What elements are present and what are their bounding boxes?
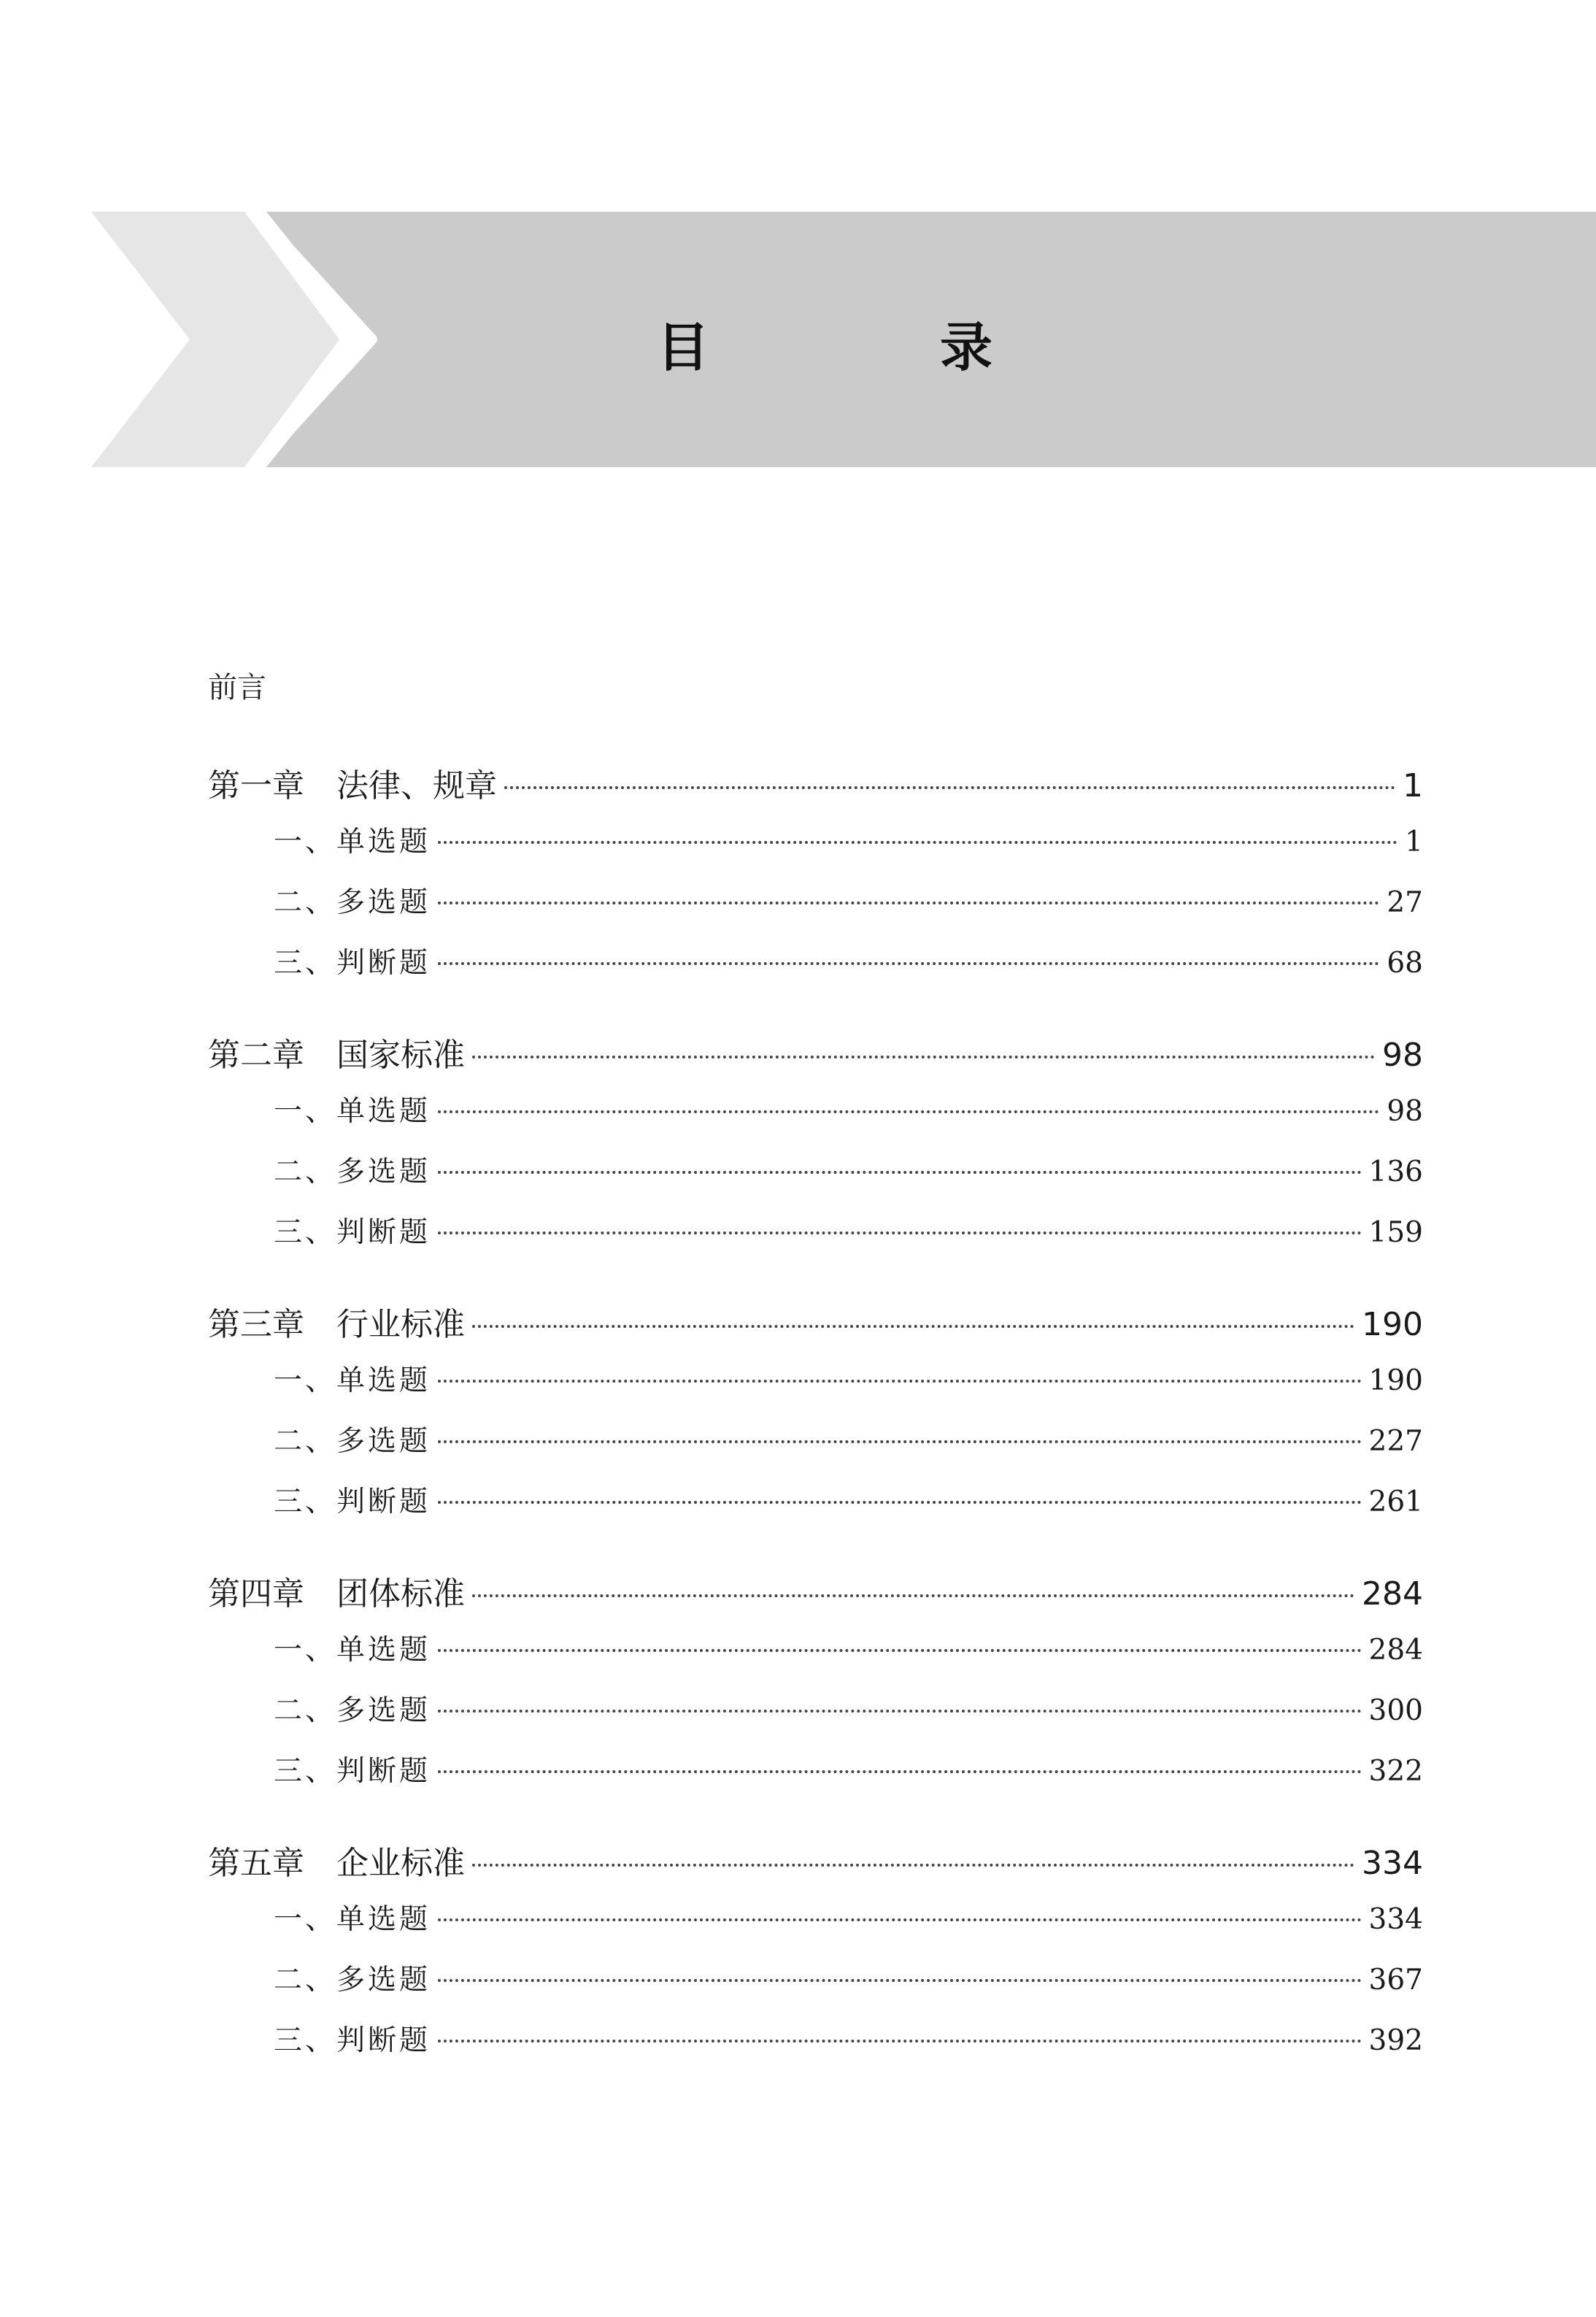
toc-section-page-number: 392 [1368,2024,1423,2057]
toc-section-label: 一、单选题 [274,1095,431,1128]
toc-chapter-page-number: 334 [1362,1845,1423,1882]
toc-section-row[interactable] [208,2018,1423,2078]
toc-chapter-row[interactable] [208,1837,1423,1897]
toc-chapter-label [208,1029,465,1075]
toc-section-label: 三、判断题 [274,2024,431,2057]
toc-chapter-number: 第五章 [208,1845,304,1882]
toc-chapter-label [208,1567,465,1614]
toc-chapter-label [208,759,497,806]
toc-chapter-number: 第一章 [208,767,304,804]
toc-section-row[interactable] [208,880,1423,940]
toc-chapter-label [208,1837,465,1883]
toc-dot-leader [438,1979,1362,1982]
toc-section-row[interactable] [208,1358,1423,1418]
toc-chapter-title: 行业标准 [336,1306,465,1343]
toc-section-page-number: 227 [1368,1425,1423,1458]
toc-section-page-number: 98 [1387,1095,1423,1128]
toc-section-label: 一、单选题 [274,1634,431,1667]
toc-dot-leader [438,1918,1362,1921]
toc-dot-leader [438,1501,1362,1504]
toc-section-page-number: 300 [1368,1694,1423,1727]
toc-chapter-page-number: 98 [1382,1037,1423,1074]
toc-chapter-label [208,1298,465,1345]
toc-dot-leader [472,1594,1354,1597]
toc-dot-leader [438,1440,1362,1443]
toc-section-label: 三、判断题 [274,1216,431,1249]
toc-dot-leader [438,1171,1362,1174]
chevron-banner-graphic [0,0,1596,511]
toc-chapter-row[interactable] [208,1298,1423,1358]
toc-dot-leader [472,1864,1354,1867]
toc-section-label: 三、判断题 [274,1755,431,1788]
toc-section-row[interactable] [208,1748,1423,1809]
toc-section-page-number: 322 [1368,1755,1423,1788]
toc-dot-leader [438,1710,1362,1713]
toc-chapter-number: 第三章 [208,1306,304,1343]
toc-dot-leader [438,1649,1362,1652]
toc-section-label: 二、多选题 [274,886,431,919]
toc-dot-leader [438,1770,1362,1773]
toc-chapter-title: 团体标准 [336,1575,465,1613]
toc-section-page-number: 27 [1387,886,1423,919]
toc-chapter-number: 第二章 [208,1037,304,1074]
toc-chapter-title: 国家标准 [336,1037,465,1074]
toc-section-page-number: 159 [1368,1216,1423,1249]
toc-section-label: 一、单选题 [274,1364,431,1397]
toc-chapter-page-number: 1 [1403,767,1423,804]
toc-section-page-number: 1 [1405,826,1423,858]
preface-entry[interactable]: 前言 [208,671,266,704]
toc-section-row[interactable] [208,819,1423,880]
toc-section-row[interactable] [208,1210,1423,1270]
toc-section-row[interactable] [208,1149,1423,1210]
toc-chapter-number: 第四章 [208,1575,304,1613]
toc-dot-leader [472,1056,1375,1058]
toc-dot-leader [438,1231,1362,1234]
toc-section-row[interactable] [208,1627,1423,1688]
toc-section-page-number: 367 [1368,1964,1423,1997]
toc-section-page-number: 190 [1368,1364,1423,1397]
toc-chapter-page-number: 284 [1362,1575,1423,1613]
toc-chapter-row[interactable] [208,759,1423,819]
toc-chapter-page-number: 190 [1362,1306,1423,1343]
toc-dot-leader [438,2040,1362,2043]
toc-chapter-title: 法律、规章 [336,767,497,804]
toc-section-label: 二、多选题 [274,1964,431,1997]
toc-section-label: 一、单选题 [274,826,431,858]
toc-dot-leader [504,786,1395,789]
toc-dot-leader [438,841,1398,844]
toc-section-row[interactable] [208,1479,1423,1540]
toc-section-label: 三、判断题 [274,947,431,980]
toc-dot-leader [438,1380,1362,1383]
toc-dot-leader [472,1325,1354,1328]
page-title-char-2: 录 [939,317,992,378]
toc-section-page-number: 284 [1368,1634,1423,1667]
toc-section-page-number: 136 [1368,1156,1423,1188]
toc-section-row[interactable] [208,1897,1423,1957]
toc-section-row[interactable] [208,1688,1423,1748]
toc-section-label: 二、多选题 [274,1156,431,1188]
toc-chapter-title: 企业标准 [336,1845,465,1882]
toc-dot-leader [438,1110,1379,1113]
toc-section-label: 一、单选题 [274,1903,431,1936]
toc-section-page-number: 68 [1387,947,1423,980]
toc-section-row[interactable] [208,1418,1423,1479]
toc-section-label: 二、多选题 [274,1425,431,1458]
toc-chapter-row[interactable] [208,1029,1423,1088]
page-title [657,299,992,387]
toc-section-label: 二、多选题 [274,1694,431,1727]
table-of-contents [208,759,1423,2078]
toc-section-row[interactable] [208,1088,1423,1149]
toc-dot-leader [438,962,1379,965]
toc-dot-leader [438,902,1379,904]
toc-section-label: 三、判断题 [274,1486,431,1518]
page-title-char-1: 目 [657,317,710,378]
toc-section-page-number: 334 [1368,1903,1423,1936]
toc-section-row[interactable] [208,940,1423,1001]
toc-section-row[interactable] [208,1957,1423,2018]
toc-section-page-number: 261 [1368,1486,1423,1518]
toc-chapter-row[interactable] [208,1567,1423,1627]
header-banner [0,0,1596,511]
